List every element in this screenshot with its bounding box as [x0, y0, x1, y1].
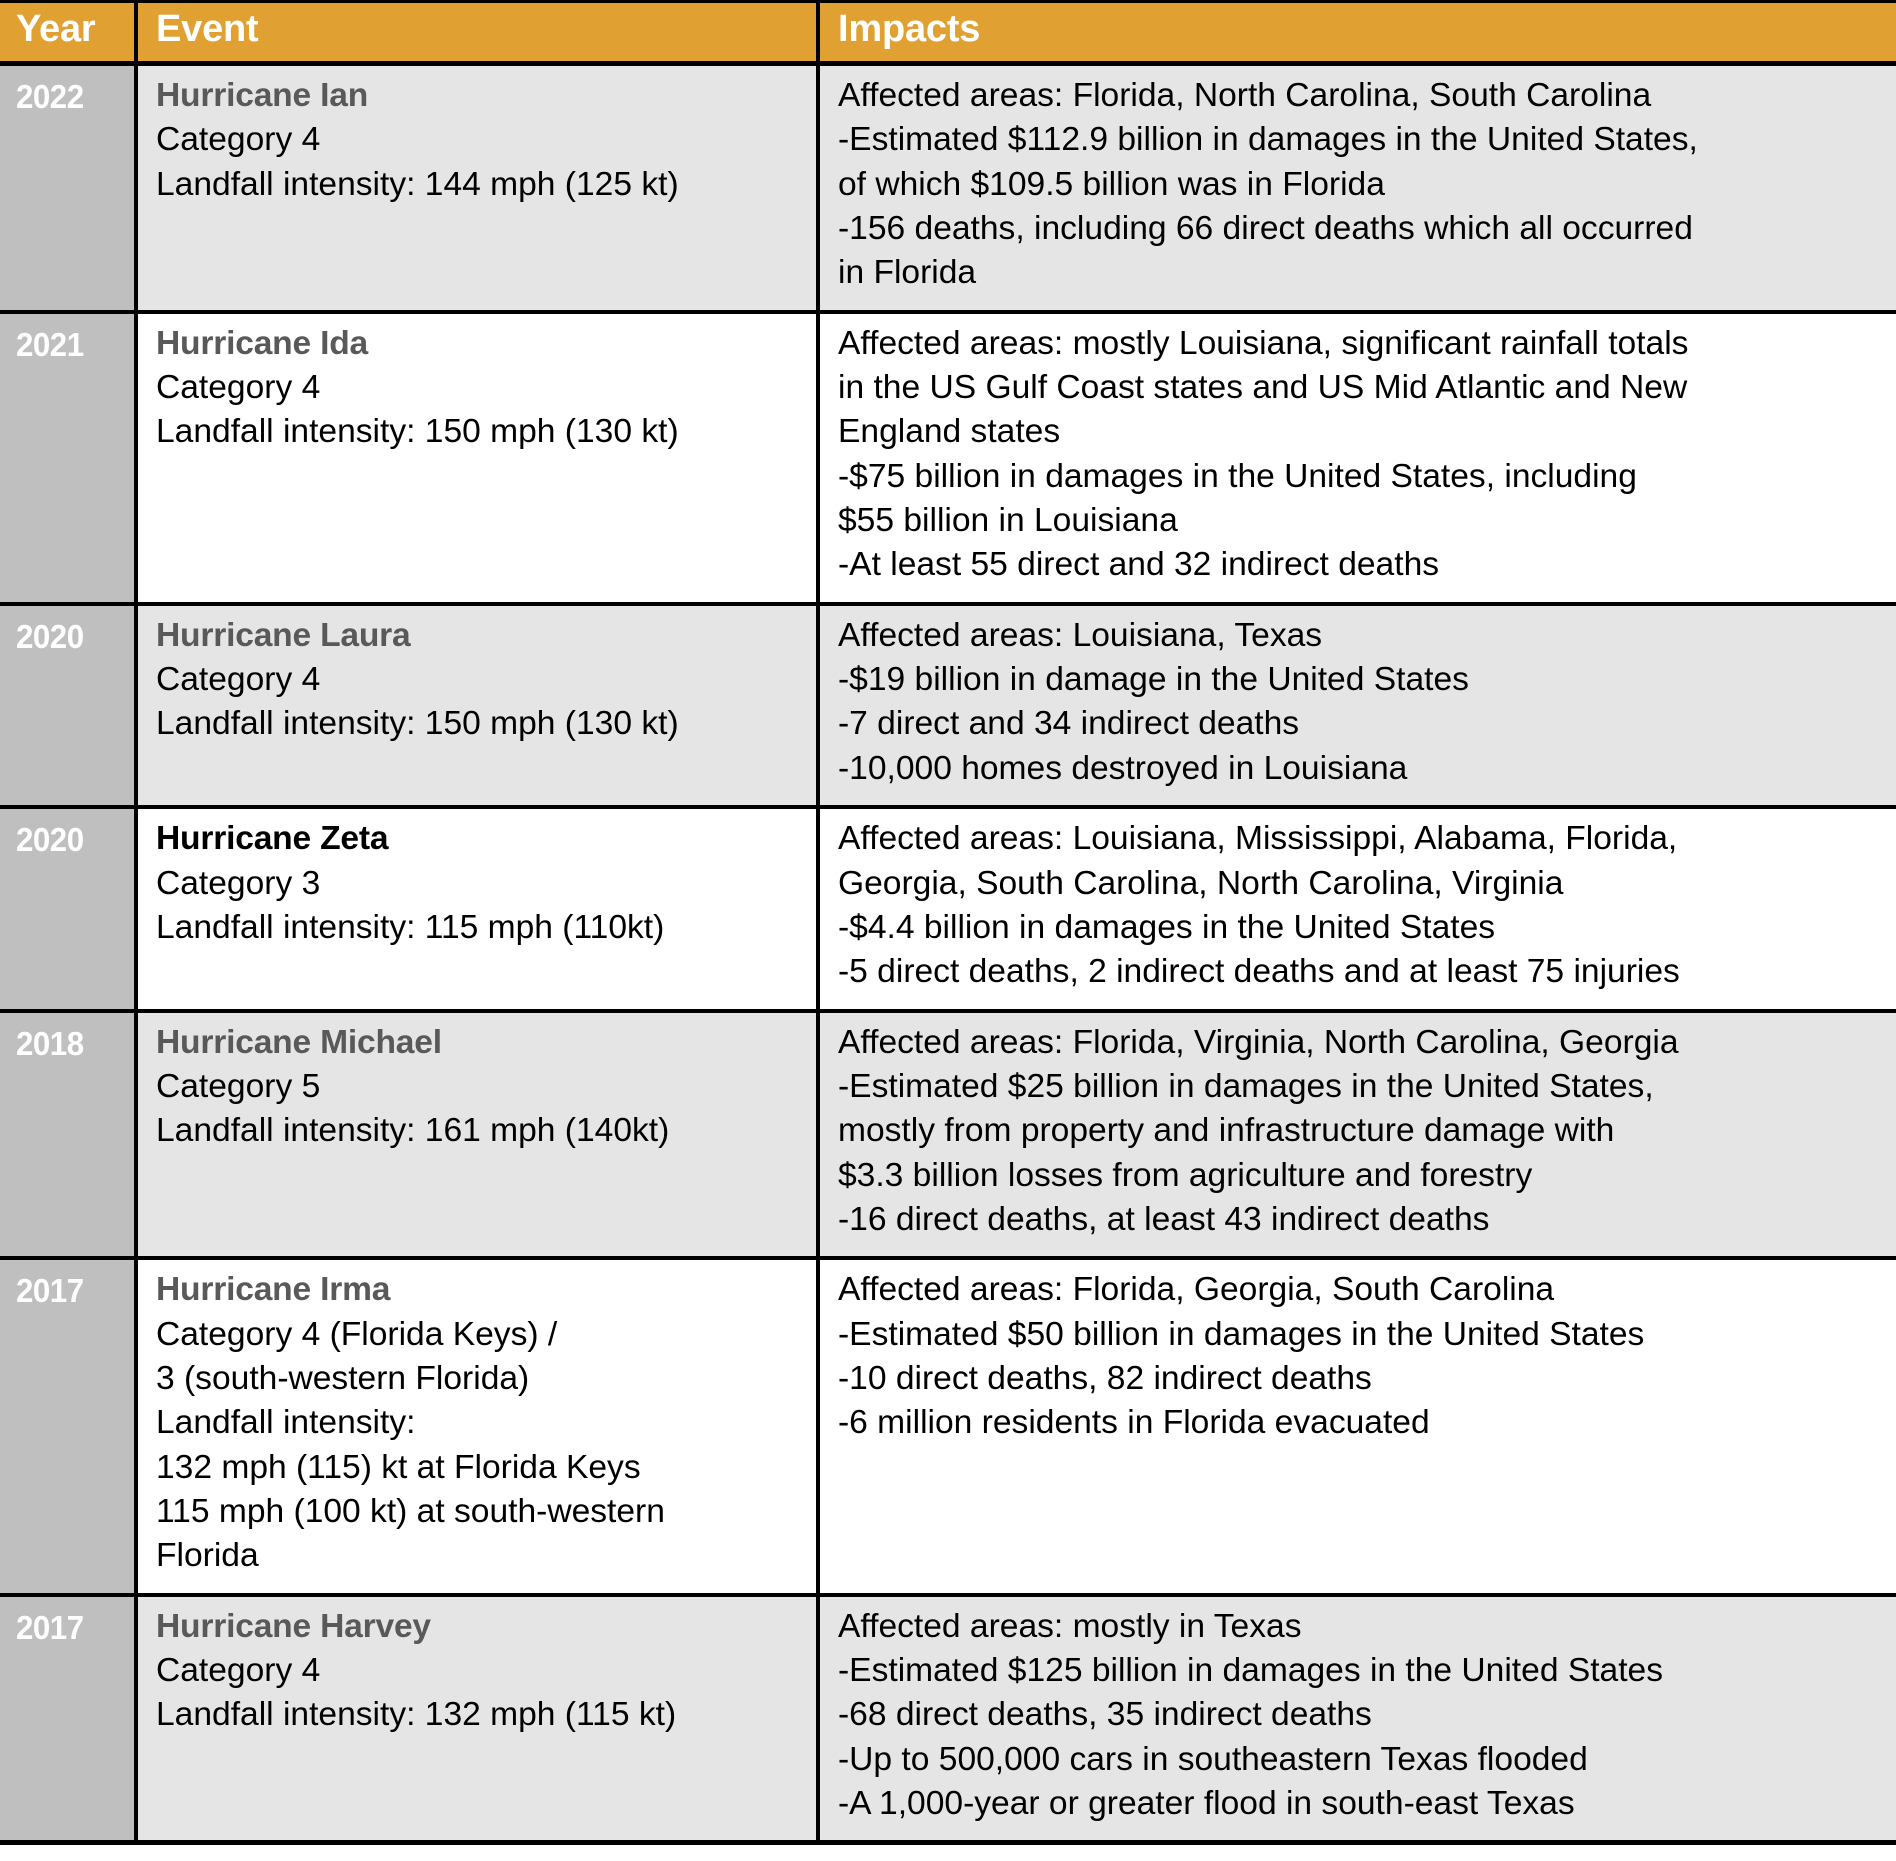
impact-line: -Estimated $50 billion in damages in the United States	[838, 1315, 1645, 1353]
cell-event	[136, 312, 818, 604]
table-row	[0, 1258, 1896, 1594]
impact-line: -10 direct deaths, 82 indirect deaths	[838, 1359, 1372, 1397]
impact-line: mostly from property and infrastructure damage with	[838, 1112, 1615, 1150]
cell-year	[0, 1595, 136, 1843]
event-name: Hurricane Ida	[156, 324, 369, 362]
impact-line: -Estimated $25 billion in damages in the United States,	[838, 1067, 1654, 1105]
impact-line: in Florida	[838, 254, 977, 292]
impact-line: in the US Gulf Coast states and US Mid Atlantic and New	[838, 369, 1688, 407]
event-name: Hurricane Harvey	[156, 1607, 431, 1645]
column-header-year: Year	[0, 2, 136, 64]
event-detail-line: Landfall intensity: 150 mph (130 kt)	[156, 705, 679, 743]
event-detail-line: 3 (south-western Florida)	[156, 1359, 530, 1397]
cell-impacts	[818, 1595, 1896, 1843]
event-detail-line: Landfall intensity:	[156, 1404, 416, 1442]
impact-line: Affected areas: mostly Louisiana, significant rainfall totals	[838, 324, 1689, 362]
event-detail-line: Landfall intensity: 144 mph (125 kt)	[156, 165, 679, 203]
table-header	[0, 2, 1896, 64]
impact-line: -A 1,000-year or greater flood in south-east Texas	[838, 1785, 1575, 1823]
year-value: 2018	[16, 1025, 84, 1063]
table-row	[0, 807, 1896, 1010]
event-detail-line: Category 3	[156, 864, 321, 902]
impact-line: -5 direct deaths, 2 indirect deaths and at least 75 injuries	[838, 953, 1680, 991]
event-name: Hurricane Irma	[156, 1271, 391, 1309]
event-detail-line: Category 4 (Florida Keys) /	[156, 1315, 558, 1353]
cell-year	[0, 1258, 136, 1594]
cell-event	[136, 807, 818, 1010]
cell-year	[0, 604, 136, 807]
impact-line: -$4.4 billion in damages in the United States	[838, 908, 1496, 946]
table-body	[0, 64, 1896, 1843]
cell-event	[136, 1258, 818, 1594]
cell-event	[136, 1595, 818, 1843]
cell-year	[0, 1011, 136, 1259]
cell-impacts	[818, 1258, 1896, 1594]
impact-line: -Up to 500,000 cars in southeastern Texas flooded	[838, 1740, 1588, 1778]
column-header-impacts: Impacts	[818, 2, 1896, 64]
event-detail-line: 115 mph (100 kt) at south-western	[156, 1492, 665, 1530]
event-detail-line: Category 4	[156, 121, 321, 159]
impact-line: $55 billion in Louisiana	[838, 502, 1178, 540]
event-name: Hurricane Laura	[156, 616, 411, 654]
impact-line: -Estimated $112.9 billion in damages in the United States,	[838, 121, 1698, 159]
impact-line: Affected areas: Florida, Virginia, North Carolina, Georgia	[838, 1023, 1679, 1061]
impact-line: -156 deaths, including 66 direct deaths which all occurred	[838, 210, 1693, 248]
event-detail-line: Florida	[156, 1537, 259, 1575]
impact-line: Affected areas: Florida, North Carolina, South Carolina	[838, 77, 1652, 114]
header-row	[0, 2, 1896, 64]
cell-year	[0, 312, 136, 604]
cell-year	[0, 807, 136, 1010]
event-detail-line: Category 4	[156, 661, 321, 699]
event-detail-line: Landfall intensity: 161 mph (140kt)	[156, 1112, 670, 1150]
impact-line: of which $109.5 billion was in Florida	[838, 165, 1385, 203]
event-detail-line: Category 5	[156, 1067, 321, 1105]
impact-line: Affected areas: Florida, Georgia, South Carolina	[838, 1271, 1555, 1309]
table-row	[0, 1595, 1896, 1843]
impact-line: -16 direct deaths, at least 43 indirect deaths	[838, 1200, 1490, 1238]
event-name: Hurricane Zeta	[156, 820, 389, 858]
event-name: Hurricane Ian	[156, 77, 369, 114]
impact-line: Georgia, South Carolina, North Carolina, Virginia	[838, 864, 1564, 902]
impact-line: -7 direct and 34 indirect deaths	[838, 705, 1300, 743]
impact-line: -10,000 homes destroyed in Louisiana	[838, 749, 1408, 787]
impact-line: -Estimated $125 billion in damages in the United States	[838, 1652, 1664, 1689]
cell-event	[136, 1011, 818, 1259]
year-value: 2020	[16, 618, 84, 656]
event-detail-line: 132 mph (115) kt at Florida Keys	[156, 1448, 641, 1486]
year-value: 2022	[16, 79, 84, 116]
impact-line: -68 direct deaths, 35 indirect deaths	[838, 1696, 1372, 1734]
event-detail-line: Landfall intensity: 150 mph (130 kt)	[156, 413, 679, 451]
cell-impacts	[818, 64, 1896, 312]
cell-event	[136, 604, 818, 807]
table-row	[0, 64, 1896, 312]
impact-line: England states	[838, 413, 1061, 451]
event-detail-line: Category 4	[156, 369, 321, 407]
event-detail-line: Landfall intensity: 132 mph (115 kt)	[156, 1696, 677, 1734]
impact-line: -6 million residents in Florida evacuated	[838, 1404, 1430, 1442]
table-row	[0, 604, 1896, 807]
cell-impacts	[818, 604, 1896, 807]
impact-line: Affected areas: Louisiana, Mississippi, Alabama, Florida,	[838, 820, 1678, 858]
column-header-event: Event	[136, 2, 818, 64]
cell-impacts	[818, 807, 1896, 1010]
impact-line: -$75 billion in damages in the United States, including	[838, 457, 1637, 495]
event-detail-line: Landfall intensity: 115 mph (110kt)	[156, 908, 665, 946]
impact-line: -$19 billion in damage in the United States	[838, 661, 1469, 699]
cell-impacts	[818, 1011, 1896, 1259]
event-name: Hurricane Michael	[156, 1023, 442, 1061]
impact-line: Affected areas: Louisiana, Texas	[838, 616, 1323, 654]
table-row	[0, 312, 1896, 604]
year-value: 2017	[16, 1273, 84, 1311]
impact-line: Affected areas: mostly in Texas	[838, 1607, 1302, 1645]
cell-impacts	[818, 312, 1896, 604]
year-value: 2021	[16, 326, 84, 364]
impact-line: -At least 55 direct and 32 indirect deaths	[838, 546, 1440, 584]
cell-event	[136, 64, 818, 312]
cell-year	[0, 64, 136, 312]
event-detail-line: Category 4	[156, 1652, 321, 1689]
year-value: 2020	[16, 822, 84, 860]
table-row	[0, 1011, 1896, 1259]
impact-line: $3.3 billion losses from agriculture and forestry	[838, 1156, 1533, 1194]
year-value: 2017	[16, 1609, 84, 1647]
